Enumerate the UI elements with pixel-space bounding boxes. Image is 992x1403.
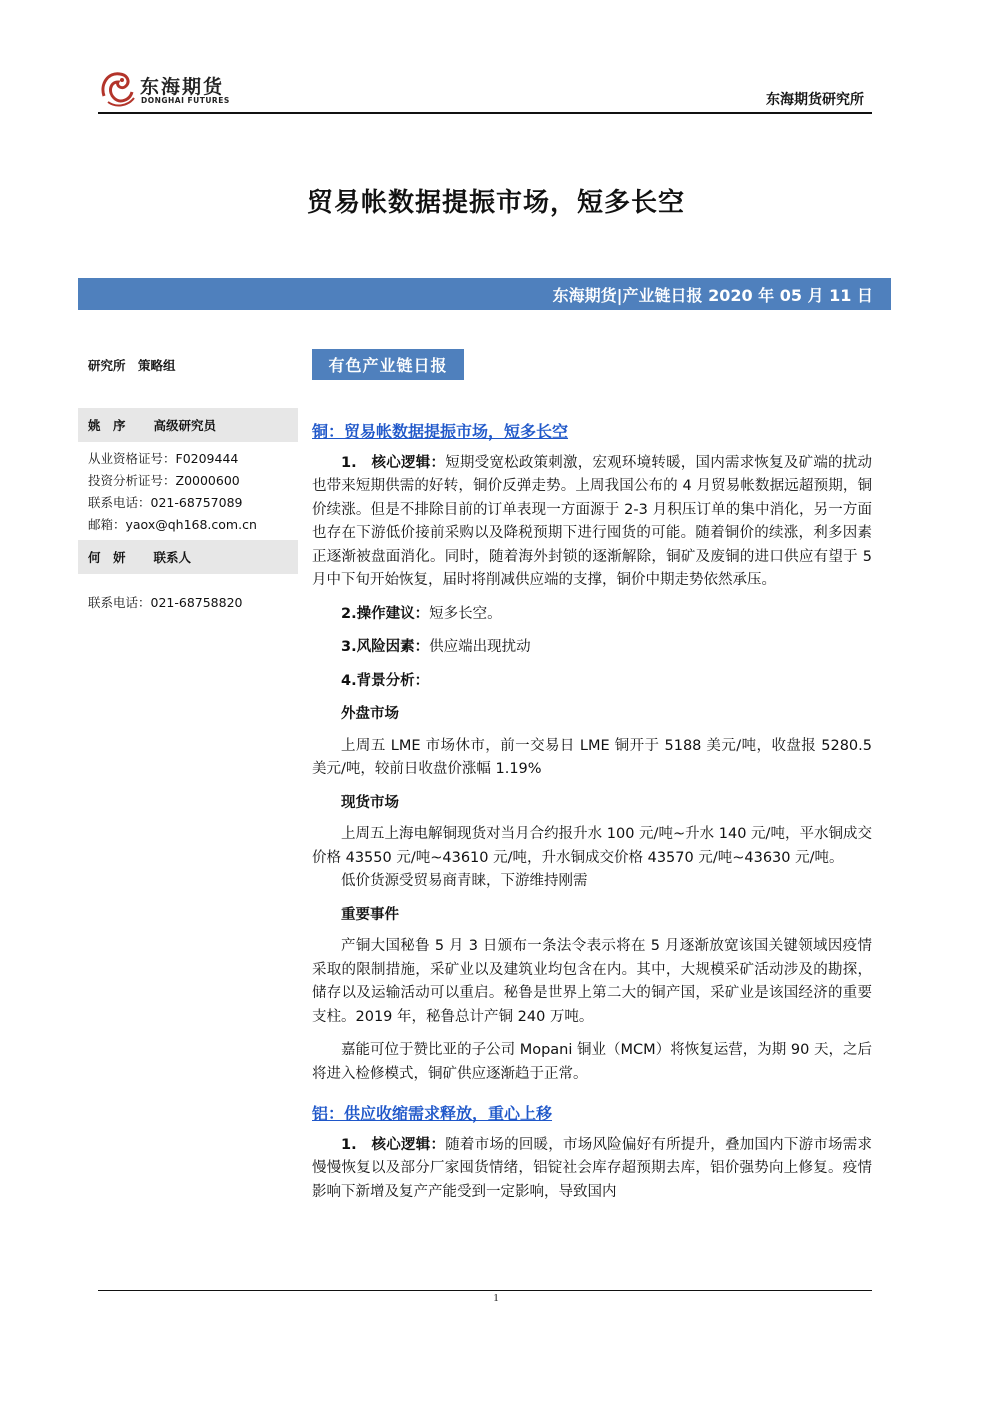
logo-subtext: DONGHAI FUTURES bbox=[141, 96, 230, 105]
research-group-label: 研究所 策略组 bbox=[88, 358, 176, 373]
copper-background-label: 4.背景分析： bbox=[341, 672, 430, 689]
author-1-header bbox=[78, 408, 298, 442]
section-tag bbox=[312, 349, 464, 380]
copper-sub-foreign-market: 外盘市场 bbox=[341, 706, 399, 722]
author-2-name: 何 妍 bbox=[88, 550, 126, 565]
copper-op-label: 2.操作建议： bbox=[341, 605, 430, 622]
author-1-email: 邮箱：yaox@qh168.com.cn bbox=[88, 517, 257, 532]
copper-event-2: 嘉能可位于赞比亚的子公司 Mopani 铜业（MCM）将恢复运营，为期 90 天，之后将进入检修模式，铜矿供应逐渐趋于正常。 bbox=[312, 1042, 872, 1082]
section-tag-label: 有色产业链日报 bbox=[328, 356, 448, 375]
report-date-band bbox=[78, 278, 891, 310]
author-2-role: 联系人 bbox=[153, 550, 192, 565]
aluminum-core-text: 随着市场的回暖，市场风险偏好有所提升，叠加国内下游市场需求慢慢恢复以及部分厂家囤货情绪，铝锭社会库存超预期去库，铝价强势向上修复。疫情影响下新增及复产产能受到一定影响，导致国内 bbox=[312, 1136, 872, 1200]
copper-sub-spot-market: 现货市场 bbox=[341, 794, 399, 811]
header-org-label: 东海期货研究所 bbox=[766, 92, 864, 108]
copper-spot-market-text-2: 低价货源受贸易商青睐，下游维持刚需 bbox=[341, 873, 588, 889]
author-1-qualification: 从业资格证号：F0209444 bbox=[88, 451, 239, 466]
author-2-header bbox=[78, 540, 298, 574]
copper-risk bbox=[312, 636, 872, 660]
copper-foreign-market-text: 上周五 LME 市场休市，前一交易日 LME 铜开于 5188 美元/吨，收盘报 5280.5 美元/吨，较前日收盘价涨幅 1.19% bbox=[312, 737, 872, 777]
page-number: 1 bbox=[493, 1292, 499, 1304]
copper-operation bbox=[312, 603, 872, 627]
copper-core-text: 短期受宽松政策刺激，宏观环境转暖，国内需求恢复及矿端的扰动也带来短期供需的好转，铜价反弹走势。上周我国公布的 4 月贸易帐数据远超预期，铜价续涨。但是不排除目前的订单表现一方面源于 2-3 月积压订单的集中消化，另一方面也存在下游低价接前采购以及降税预期下进行囤货的可能。随着铜价的续涨，利多因素正逐渐被盘面消化。同时，随着海外封锁的逐渐解除，铜矿及废铜的进口供应有望于 5 月中下旬开始恢复，届时将削减供应端的支撑，铜价中期走势依然承压。 bbox=[312, 454, 872, 588]
aluminum-heading-link[interactable]: 铝：供应收缩需求释放，重心上移 bbox=[312, 1104, 553, 1123]
copper-core-label: 1. 核心逻辑： bbox=[341, 454, 446, 471]
footer-divider bbox=[98, 1290, 872, 1291]
aluminum-core-label: 1. 核心逻辑： bbox=[341, 1136, 446, 1153]
report-date-text: 东海期货|产业链日报 2020 年 05 月 11 日 bbox=[552, 285, 873, 305]
main-content bbox=[312, 420, 872, 1214]
copper-risk-label: 3.风险因素： bbox=[341, 639, 430, 655]
copper-op-text: 短多长空。 bbox=[429, 605, 502, 622]
header-divider bbox=[98, 112, 872, 114]
logo-text: 东海期货 bbox=[140, 76, 225, 98]
author-sidebar bbox=[78, 350, 298, 614]
document-title: 贸易帐数据提振市场，短多长空 bbox=[306, 188, 685, 218]
copper-core-logic bbox=[312, 452, 872, 593]
author-1-analyst-id: 投资分析证号：Z0000600 bbox=[88, 473, 240, 488]
author-1-role: 高级研究员 bbox=[153, 418, 217, 433]
author-2-phone: 联系电话：021-68758820 bbox=[88, 595, 243, 610]
author-1-name: 姚 序 bbox=[88, 418, 126, 433]
copper-heading-link[interactable]: 铜：贸易帐数据提振市场，短多长空 bbox=[312, 422, 569, 441]
author-1-phone: 联系电话：021-68757089 bbox=[88, 495, 243, 510]
copper-sub-key-events: 重要事件 bbox=[341, 906, 399, 923]
copper-event-1: 产铜大国秘鲁 5 月 3 日颁布一条法令表示将在 5 月逐渐放宽该国关键领域因疫情采取的限制措施，采矿业以及建筑业均包含在内。其中，大规模采矿活动涉及的勘探，储存以及运输活动可以重启。秘鲁是世界上第二大的铜产国，采矿业是该国经济的重要支柱。2019 年，秘鲁总计产铜 240 万吨。 bbox=[312, 938, 872, 1025]
copper-spot-market-text: 上周五上海电解铜现货对当月合约报升水 100 元/吨~升水 140 元/吨，平水铜成交价格 43550 元/吨~43610 元/吨，升水铜成交价格 43570 元/吨~43630 元/吨。 bbox=[312, 826, 872, 866]
copper-risk-text: 供应端出现扰动 bbox=[429, 639, 531, 655]
aluminum-core-logic bbox=[312, 1134, 872, 1205]
